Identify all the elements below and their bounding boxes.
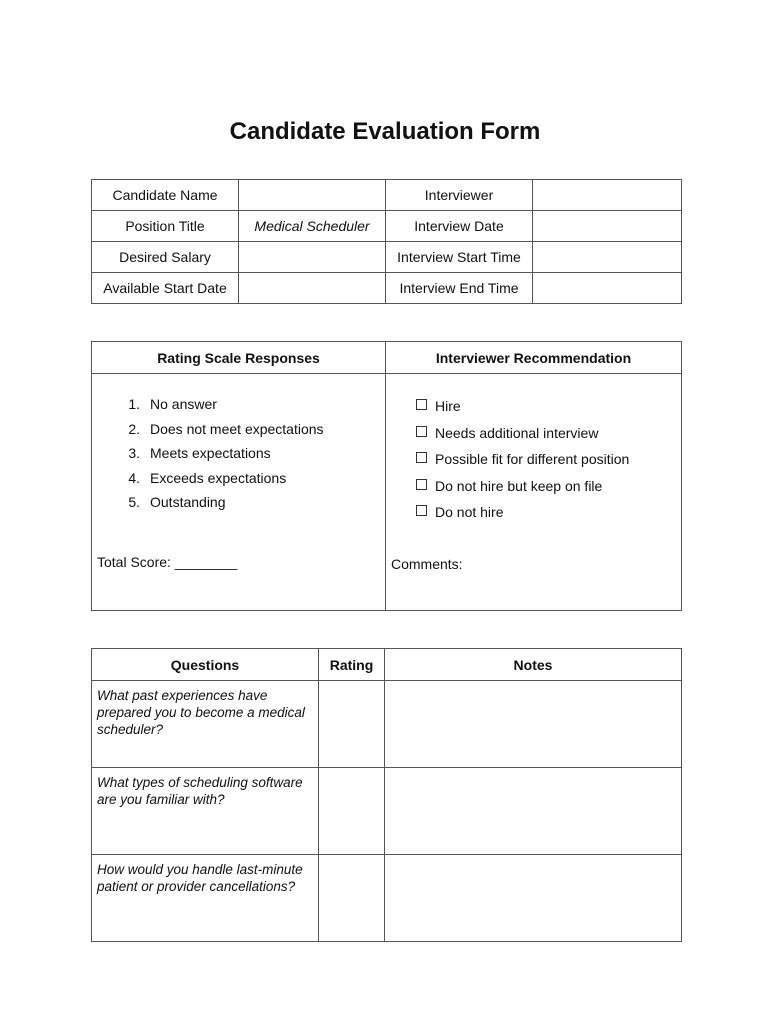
table-row (92, 180, 682, 211)
table-row (92, 242, 682, 273)
list-item (116, 421, 324, 446)
option-label: Do not hire but keep on file (435, 477, 603, 494)
scale-label: No answer (150, 396, 217, 412)
available-start-date-field[interactable] (239, 273, 386, 304)
interviewer-label: Interviewer (386, 180, 533, 211)
table-header-row (92, 342, 682, 374)
recommendation-option-keep-on-file[interactable] (416, 478, 629, 505)
questions-table (91, 648, 682, 942)
list-number: 1. (128, 396, 140, 412)
scale-label: Exceeds expectations (150, 469, 287, 486)
list-item (116, 396, 324, 421)
recommendation-header: Interviewer Recommendation (386, 342, 682, 374)
position-title-field[interactable]: Medical Scheduler (239, 211, 386, 242)
question-text: What types of scheduling software are you familiar with? (92, 768, 319, 855)
interview-end-time-field[interactable] (533, 273, 682, 304)
notes-field[interactable] (385, 855, 682, 942)
option-label: Do not hire (435, 504, 504, 521)
list-item (116, 470, 324, 495)
interview-start-time-label: Interview Start Time (386, 242, 533, 273)
list-item (116, 445, 324, 470)
checkbox[interactable] (416, 452, 427, 463)
table-row (92, 855, 682, 942)
rating-scale-list (116, 396, 324, 519)
candidate-name-label: Candidate Name (92, 180, 239, 211)
notes-header: Notes (385, 649, 682, 681)
recommendation-option-hire[interactable] (416, 398, 629, 425)
question-text: How would you handle last-minute patient or provider cancellations? (92, 855, 319, 942)
table-row (92, 273, 682, 304)
option-label: Hire (435, 398, 461, 414)
scale-label: Meets expectations (150, 445, 271, 461)
table-row (92, 768, 682, 855)
recommendation-options (416, 398, 629, 531)
desired-salary-field[interactable] (239, 242, 386, 273)
scale-label: Does not meet expectations (150, 420, 324, 437)
recommendation-option-additional-interview[interactable] (416, 425, 629, 452)
recommendation-option-do-not-hire[interactable] (416, 504, 629, 531)
list-number: 4. (128, 469, 140, 486)
rating-field[interactable] (319, 681, 385, 768)
rating-scale-cell (92, 374, 386, 611)
list-number: 3. (128, 445, 140, 461)
scale-label: Outstanding (150, 494, 226, 510)
interviewer-field[interactable] (533, 180, 682, 211)
desired-salary-label: Desired Salary (92, 242, 239, 273)
page-title: Candidate Evaluation Form (229, 118, 541, 145)
comments-label: Comments: (391, 556, 463, 572)
table-row (92, 374, 682, 611)
total-score-field[interactable]: Total Score: ________ (97, 554, 238, 570)
rating-field[interactable] (319, 855, 385, 942)
checkbox[interactable] (416, 505, 427, 516)
candidate-info-table (91, 179, 682, 304)
notes-field[interactable] (385, 768, 682, 855)
rating-scale-header: Rating Scale Responses (92, 342, 386, 374)
candidate-name-field[interactable] (239, 180, 386, 211)
question-text: What past experiences have prepared you to become a medical scheduler? (92, 681, 319, 768)
questions-header: Questions (92, 649, 319, 681)
notes-field[interactable] (385, 681, 682, 768)
rating-recommendation-table (91, 341, 682, 611)
option-label: Possible fit for different position (435, 451, 630, 468)
table-row (92, 211, 682, 242)
position-title-label: Position Title (92, 211, 239, 242)
recommendation-cell (386, 374, 682, 611)
interview-date-field[interactable] (533, 211, 682, 242)
rating-header: Rating (319, 649, 385, 681)
list-number: 2. (128, 420, 140, 437)
interview-start-time-field[interactable] (533, 242, 682, 273)
list-item (116, 494, 324, 519)
list-number: 5. (128, 494, 140, 510)
rating-field[interactable] (319, 768, 385, 855)
checkbox[interactable] (416, 399, 427, 410)
table-row (92, 681, 682, 768)
interview-end-time-label: Interview End Time (386, 273, 533, 304)
option-label: Needs additional interview (435, 424, 599, 441)
recommendation-option-different-position[interactable] (416, 451, 629, 478)
interview-date-label: Interview Date (386, 211, 533, 242)
table-header-row (92, 649, 682, 681)
available-start-date-label: Available Start Date (92, 273, 239, 304)
checkbox[interactable] (416, 479, 427, 490)
checkbox[interactable] (416, 426, 427, 437)
